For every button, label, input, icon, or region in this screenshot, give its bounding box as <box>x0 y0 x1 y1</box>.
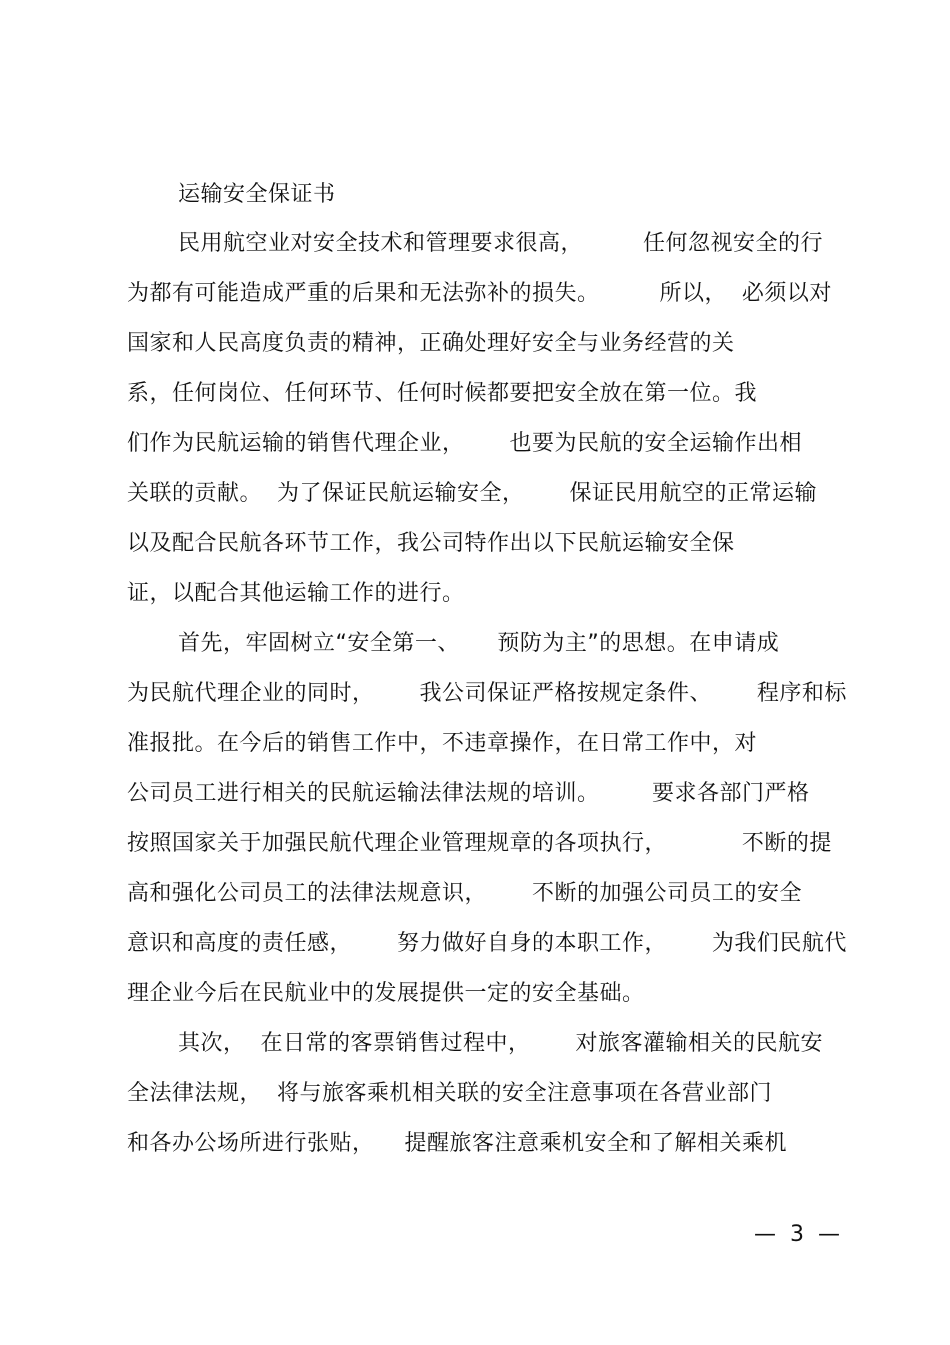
paragraph-2-line-4: 公司员工进行相关的民航运输法律法规的培训。 要求各部门严格 <box>127 781 810 806</box>
paragraph-1-line-4: 系，任何岗位、任何环节、任何时候都要把安全放在第一位。我 <box>127 381 758 406</box>
paragraph-2-line-6: 高和强化公司员工的法律法规意识， 不断的加强公司员工的安全 <box>127 881 802 906</box>
paragraph-1-line-2: 为都有可能造成严重的后果和无法弥补的损失。 所以， 必须以对 <box>127 281 832 306</box>
document-title: 运输安全保证书 <box>178 182 336 207</box>
page-number: — 3 — <box>754 1222 840 1247</box>
paragraph-2-line-1: 首先，牢固树立“安全第一、 预防为主”的思想。在申请成 <box>178 631 780 656</box>
paragraph-1-line-8: 证，以配合其他运输工作的进行。 <box>127 581 465 606</box>
paragraph-1-line-7: 以及配合民航各环节工作，我公司特作出以下民航运输安全保 <box>127 531 735 556</box>
paragraph-2-line-8: 理企业今后在民航业中的发展提供一定的安全基础。 <box>127 981 645 1006</box>
paragraph-1-line-5: 们作为民航运输的销售代理企业， 也要为民航的安全运输作出相 <box>127 431 802 456</box>
paragraph-3-line-2: 全法律法规， 将与旅客乘机相关联的安全注意事项在各营业部门 <box>127 1081 772 1106</box>
paragraph-1-line-6: 关联的贡献。 为了保证民航运输安全， 保证民用航空的正常运输 <box>127 481 817 506</box>
paragraph-1-line-3: 国家和人民高度负责的精神，正确处理好安全与业务经营的关 <box>127 331 735 356</box>
paragraph-1-line-1: 民用航空业对安全技术和管理要求很高， 任何忽视安全的行 <box>178 231 823 256</box>
paragraph-2-line-2: 为民航代理企业的同时， 我公司保证严格按规定条件、 程序和标 <box>127 681 847 706</box>
paragraph-3-line-3: 和各办公场所进行张贴， 提醒旅客注意乘机安全和了解相关乘机 <box>127 1131 787 1156</box>
paragraph-3-line-1: 其次， 在日常的客票销售过程中， 对旅客灌输相关的民航安 <box>178 1031 823 1056</box>
paragraph-2-line-5: 按照国家关于加强民航代理企业管理规章的各项执行， 不断的提 <box>127 831 832 856</box>
paragraph-2-line-3: 准报批。在今后的销售工作中，不违章操作，在日常工作中，对 <box>127 731 758 756</box>
paragraph-2-line-7: 意识和高度的责任感， 努力做好自身的本职工作， 为我们民航代 <box>127 931 847 956</box>
